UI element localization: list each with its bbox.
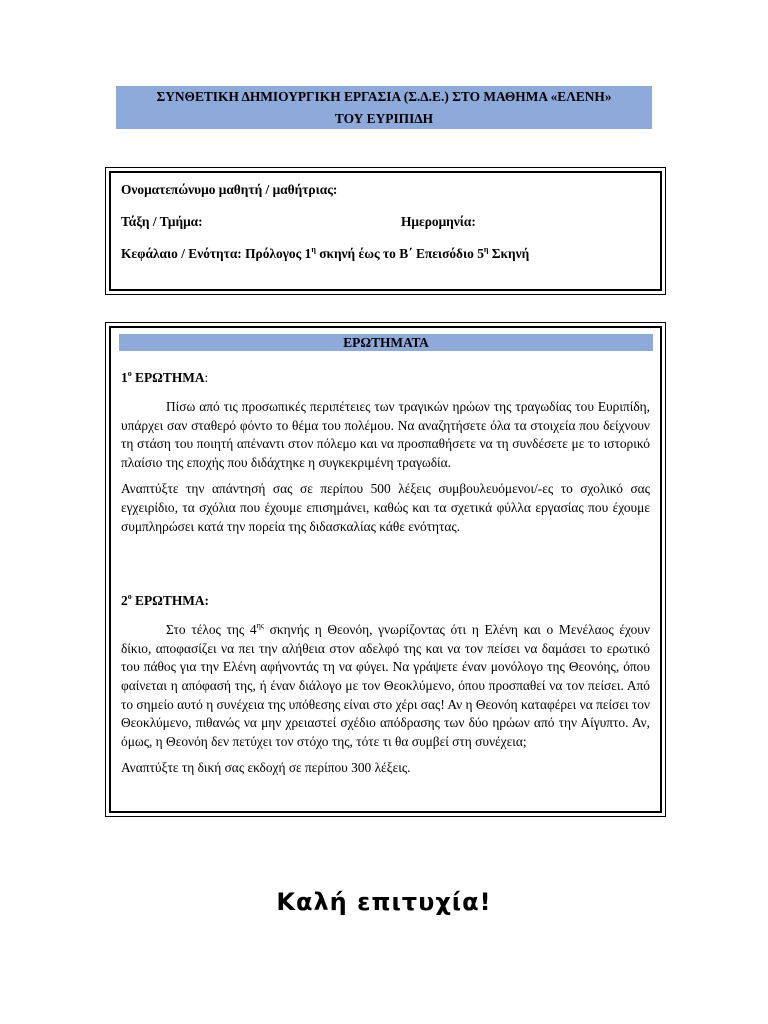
class-label[interactable]: Τάξη / Τμήμα:: [121, 214, 203, 229]
chapter-suffix: Σκηνή: [488, 246, 530, 261]
questions-header: ΕΡΩΤΗΜΑΤΑ: [119, 334, 653, 351]
question-2-title: $2^o$ ΕΡΩΤΗΜΑ:: [121, 592, 210, 609]
chapter-prefix: Κεφάλαιο / Ενότητα: Πρόλογος 1: [121, 246, 312, 261]
title-line-2: ΤΟΥ ΕΥΡΙΠΙΔΗ: [334, 111, 434, 126]
chapter-sup-2: η: [483, 245, 489, 254]
chapter-sup-1: η: [311, 245, 316, 254]
title-line-1: ΣΥΝΘΕΤΙΚΗ ΔΗΜΙΟΥΡΓΙΚΗ ΕΡΓΑΣΙΑ (Σ.Δ.Ε.) ΣΤΟ ΜΑΘΗΜΑ «ΕΛΕΝΗ»: [156, 89, 612, 104]
question-1-instructions: Αναπτύξτε την απάντησή σας σε περίπου 500 λέξεις συμβουλευόμενοι/-ες το σχολικό σας εγχειρίδιο, τα σχόλια που έχουμε επισημάνει, καθώς και τα σχετικά φύλλα εργασίας που έχουμε συμπληρώσει κατά την πορεία της διδασκαλίας κάθε ενότητας.: [121, 481, 650, 534]
questions-box: [105, 322, 666, 817]
student-name-label: Ονοματεπώνυμο μαθητή / μαθήτριας:: [121, 182, 338, 197]
closing-message: Καλή επιτυχία!: [276, 888, 492, 916]
date-label[interactable]: Ημερομηνία:: [401, 214, 476, 229]
question-1-title: $1^o$ ΕΡΩΤΗΜΑ:: [121, 369, 209, 385]
chapter-line: [121, 244, 650, 264]
student-name-field[interactable]: [121, 180, 650, 200]
question-1-text: Πίσω από τις προσωπικές περιπέτειες των τραγικών ηρώων της τραγωδίας του Ευριπίδη, υπάρχει σαν σταθερό φόντο το θέμα του πολέμου. Να αναζητήσετε όλα τα στοιχεία που δείχνουν τη στάση του ποιητή απέναντι στον πόλεμο και να προσπαθήσετε να τη συνδέσετε με το ιστορικό πλαίσιο της εποχής που διδάχτηκε η συγκεκριμένη τραγωδία.: [121, 399, 650, 470]
chapter-middle: σκηνή έως το Β΄ Επεισόδιο 5: [315, 246, 484, 261]
question-2-instructions: Αναπτύξτε τη δική σας εκδοχή σε περίπου 300 λέξεις.: [121, 760, 411, 776]
question-2-text: Στο τέλος της $4^{\eta\varsigma}$ σκηνής η Θεονόη, γνωρίζοντας ότι η Ελένη και ο Μενέλαος έχουν δίκιο, αποφασίζει να πει την αλήθεια στον αδελφό της και να τον πείσει να δαμάσει το ερωτικό του πάθος για την Ελένη αφήνοντάς τη να φύγει. Να γράψετε έναν μονόλογο της Θεονόης, όπου φαίνεται η απόφασή της, ή έναν διάλογο με τον Θεοκλύμενο, όπου προσπαθεί να τον πείσει. Από το σημείο αυτό η συνέχεια της υπόθεσης είναι στο χέρι σας! Αν η Θεονόη καταφέρει να πείσει τον Θεοκλύμενο, πιθανώς να μην χρειαστεί σχέδιο απόδρασης των δύο ηρώων από την Αίγυπτο. Αν, όμως, η Θεονόη δεν πετύχει τον στόχο της, τότε τι θα συμβεί στη συνέχεια;: [121, 621, 650, 749]
document-title: [116, 86, 652, 129]
student-info-box: [105, 167, 666, 295]
